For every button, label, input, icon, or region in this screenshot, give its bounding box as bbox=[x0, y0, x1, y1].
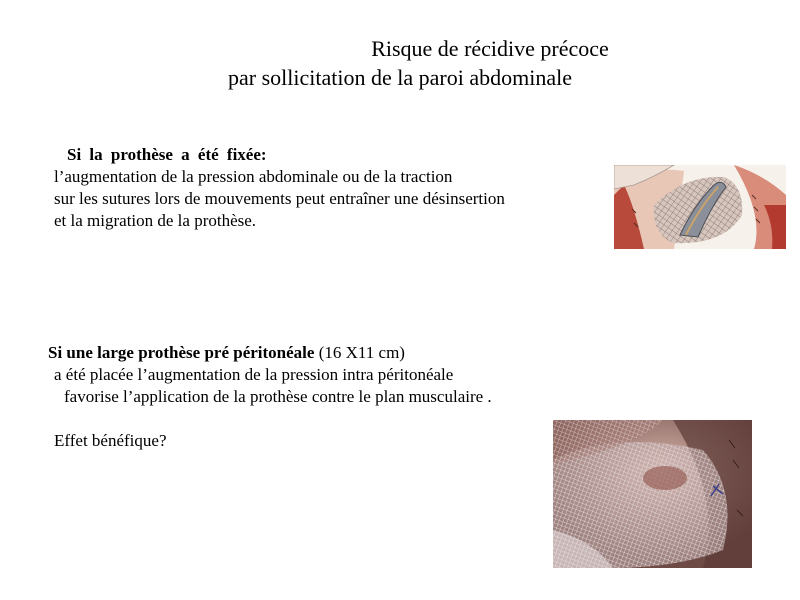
surgical-photo-image bbox=[553, 420, 752, 568]
large-prosthesis-line-1: a été placée l’augmentation de la pression intra péritonéale bbox=[54, 365, 454, 384]
benefit-question: Effet bénéfique? bbox=[54, 431, 167, 450]
large-prosthesis-section bbox=[48, 342, 492, 452]
fixed-prosthesis-line-2: sur les sutures lors de mouvements peut entraîner une désinsertion bbox=[54, 189, 505, 208]
title-line-2: par sollicitation de la paroi abdominale bbox=[228, 65, 572, 90]
surgical-illustration-image bbox=[614, 165, 786, 249]
fixed-prosthesis-section bbox=[54, 144, 505, 232]
slide-title bbox=[0, 34, 800, 92]
large-prosthesis-heading-bold: Si une large prothèse pré péritonéale bbox=[48, 343, 315, 362]
large-prosthesis-size: (16 X11 cm) bbox=[314, 343, 405, 362]
title-line-1: Risque de récidive précoce bbox=[371, 36, 609, 61]
large-prosthesis-heading bbox=[48, 342, 492, 364]
fixed-prosthesis-line-1: l’augmentation de la pression abdominale ou de la traction bbox=[54, 167, 453, 186]
fixed-prosthesis-line-3: et la migration de la prothèse. bbox=[54, 211, 257, 230]
fixed-prosthesis-heading: Si la prothèse a été fixée: bbox=[67, 145, 267, 164]
large-prosthesis-line-2: favorise l’application de la prothèse contre le plan musculaire . bbox=[64, 387, 492, 406]
